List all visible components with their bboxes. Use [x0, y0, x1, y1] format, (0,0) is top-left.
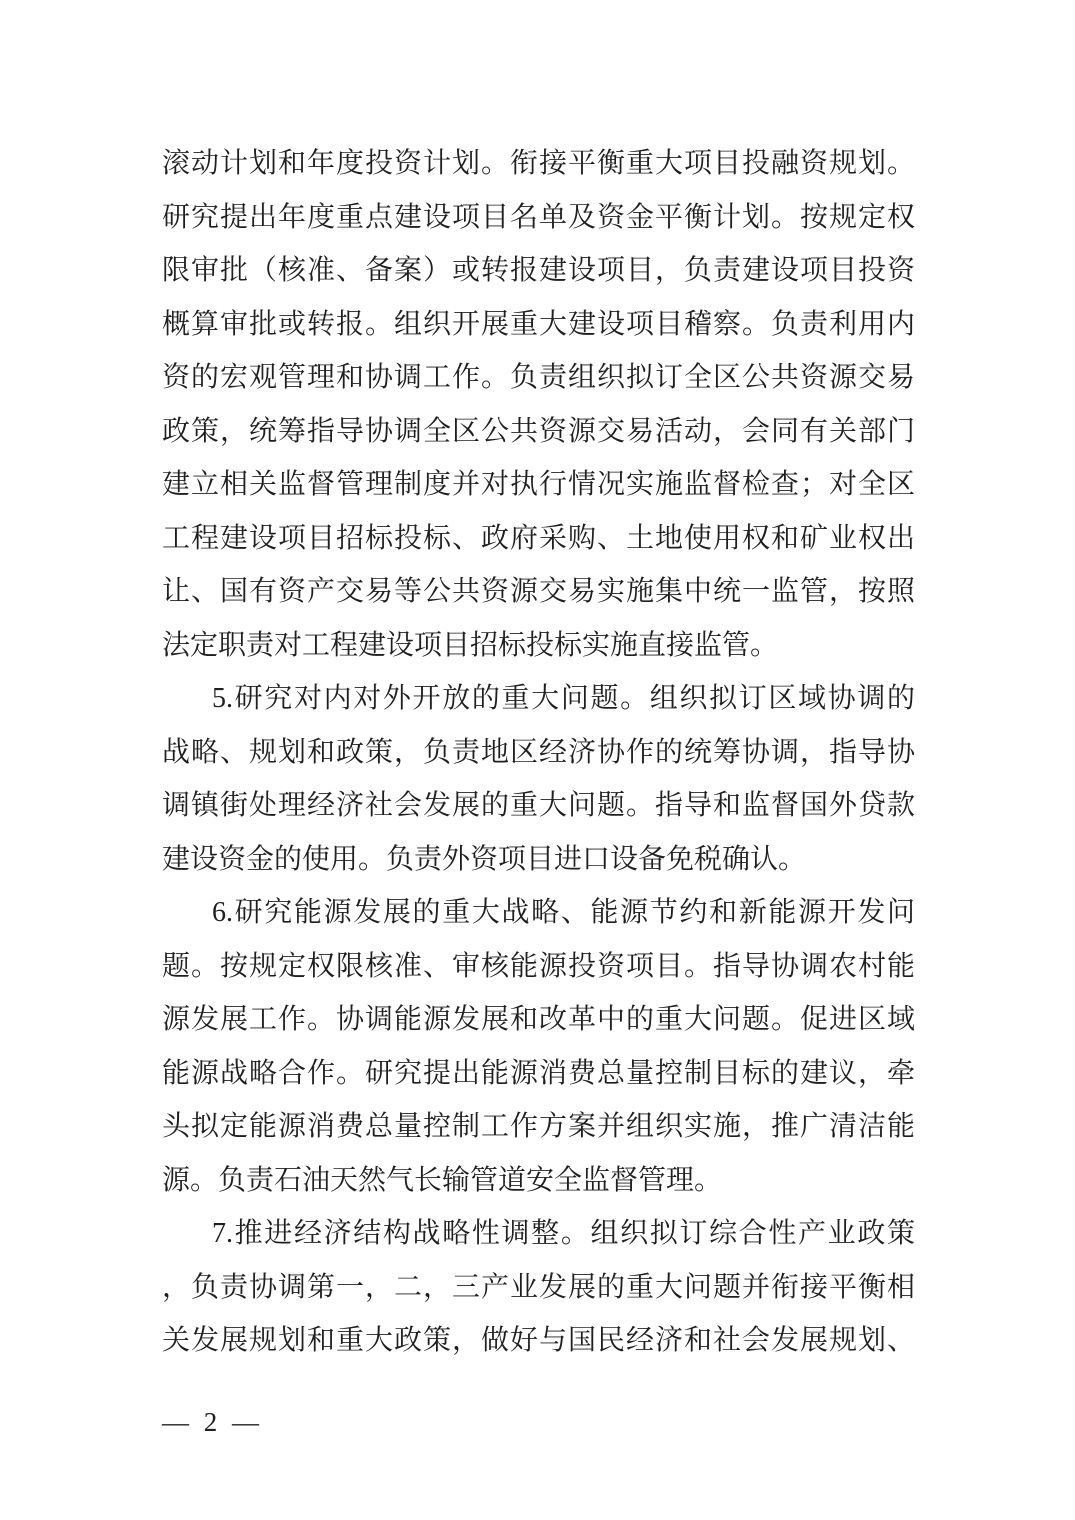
page-number: — 2 —	[162, 1407, 263, 1437]
document-line: 让、国有资产交易等公共资源交易实施集中统一监管，按照	[162, 576, 915, 607]
document-line: 调镇街处理经济社会发展的重大问题。指导和监督国外贷款	[162, 790, 915, 821]
document-line: 源。负责石油天然气长输管道安全监督管理。	[162, 1164, 723, 1196]
document-line: 源发展工作。协调能源发展和改革中的重大问题。促进区域	[162, 1004, 915, 1035]
document-line: ，负责协调第一，二，三产业发展的重大问题并衔接平衡相	[162, 1271, 915, 1303]
document-line: 限审批（核准、备案）或转报建设项目，负责建设项目投资	[162, 255, 915, 286]
document-line: 6.研究能源发展的重大战略、能源节约和新能源开发问	[212, 897, 915, 928]
document-line: 研究提出年度重点建设项目名单及资金平衡计划。按规定权	[162, 201, 915, 233]
document-line: 能源战略合作。研究提出能源消费总量控制目标的建议，牵	[162, 1057, 915, 1089]
document-line: 法定职责对工程建设项目招标投标实施直接监管。	[162, 629, 779, 661]
document-body	[162, 137, 915, 1368]
document-line: 7.推进经济结构战略性调整。组织拟订综合性产业政策	[212, 1218, 915, 1249]
document-line: 题。按规定权限核准、审核能源投资项目。指导协调农村能	[162, 950, 915, 982]
document-line: 政策，统筹指导协调全区公共资源交易活动，会同有关部门	[162, 415, 915, 447]
document-line: 建设资金的使用。负责外资项目进口设备免税确认。	[162, 843, 807, 875]
document-line: 5.研究对内对外开放的重大问题。组织拟订区域协调的	[212, 683, 915, 714]
document-line: 关发展规划和重大政策，做好与国民经济和社会发展规划、	[162, 1325, 915, 1356]
document-line: 头拟定能源消费总量控制工作方案并组织实施，推广清洁能	[162, 1111, 915, 1142]
document-line: 滚动计划和年度投资计划。衔接平衡重大项目投融资规划。	[162, 148, 915, 179]
document-line: 战略、规划和政策，负责地区经济协作的统筹协调，指导协	[162, 736, 915, 768]
document-line: 工程建设项目招标投标、政府采购、土地使用权和矿业权出	[162, 522, 915, 554]
document-line: 概算审批或转报。组织开展重大建设项目稽察。负责利用内	[162, 308, 915, 340]
document-line: 资的宏观管理和协调工作。负责组织拟订全区公共资源交易	[162, 362, 915, 393]
document-line: 建立相关监督管理制度并对执行情况实施监督检查；对全区	[162, 469, 915, 500]
